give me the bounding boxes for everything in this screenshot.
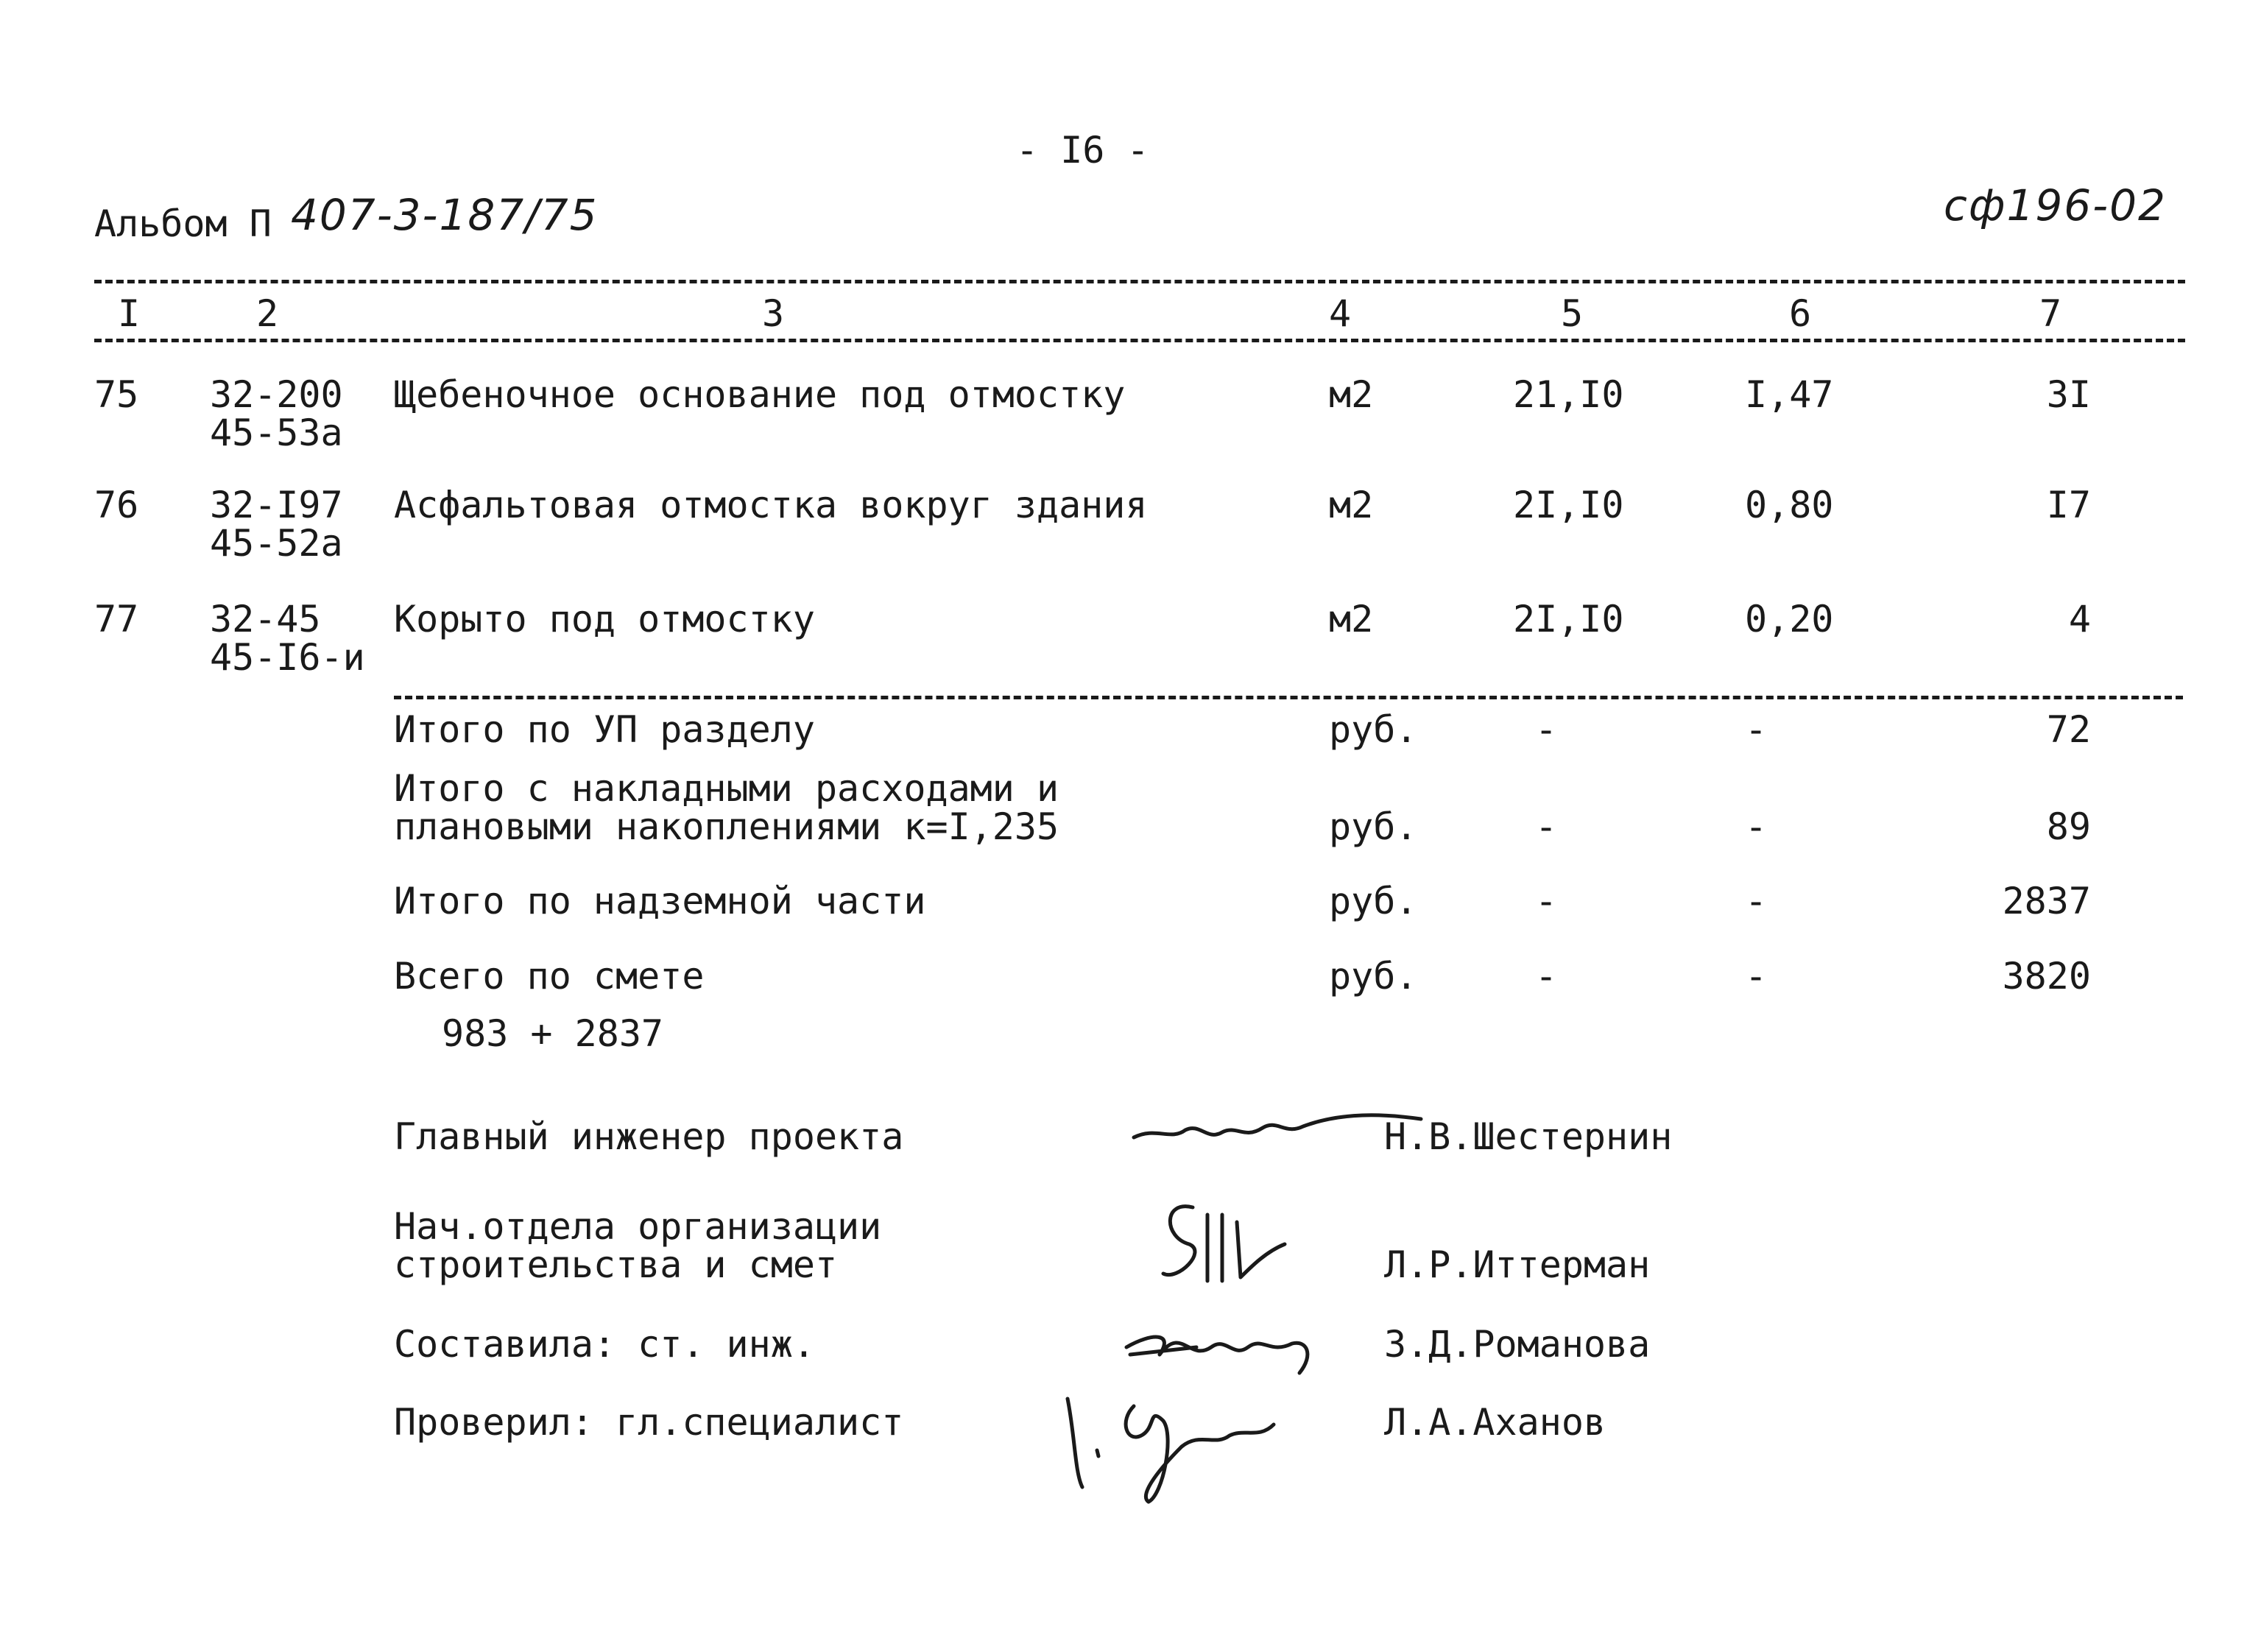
totals-rule [394,696,2183,699]
row-unit-price: I,47 [1745,373,1834,416]
signatory-role-line2: строительства и смет [394,1243,838,1286]
total-col6: - [1745,708,1768,751]
col-header-6: 6 [1789,292,1812,335]
row-code: 32-45 [210,598,321,640]
total-label: Итого с накладными расходами и [394,767,1059,810]
col-header-3: 3 [762,292,785,335]
total-value: 89 [2046,805,2091,848]
total-unit: руб. [1329,805,1418,848]
total-col5: - [1535,708,1558,751]
total-col6: - [1745,805,1768,848]
row-name: Щебеночное основание под отмостку [394,373,1126,416]
total-col5: - [1535,880,1558,922]
total-note: 983 + 2837 [442,1012,664,1055]
signatory-name: Л.А.Аханов [1384,1401,1606,1444]
row-code: 32-I97 [210,484,343,526]
total-col5: - [1535,955,1558,998]
row-quantity: 21,I0 [1513,373,1624,416]
total-label-line2: плановыми накоплениями к=I,235 [394,805,1059,848]
album-number-handwritten: 407-3-187/75 [291,190,599,240]
total-value: 3820 [2002,955,2091,998]
signatory-role: Главный инженер проекта [394,1115,904,1158]
signature-mark [1149,1193,1296,1296]
col-header-4: 4 [1329,292,1352,335]
signatory-role: Нач.отдела организации [394,1205,882,1248]
signature-mark [1115,1303,1329,1384]
col-header-5: 5 [1561,292,1584,335]
row-code-secondary: 45-52а [210,522,343,565]
row-code: 32-200 [210,373,343,416]
total-unit: руб. [1329,880,1418,922]
row-name: Асфальтовая отмостка вокруг здания [394,484,1148,526]
row-total: I7 [2046,484,2091,526]
total-col6: - [1745,955,1768,998]
total-value: 72 [2046,708,2091,751]
col-header-1: I [118,292,141,335]
row-total: 4 [2068,598,2091,640]
row-unit: м2 [1329,373,1374,416]
row-number: 76 [94,484,139,526]
signature-mark [1053,1377,1303,1517]
row-code-secondary: 45-53а [210,412,343,454]
row-number: 75 [94,373,139,416]
total-value: 2837 [2002,880,2091,922]
document-code-handwritten: сф196-02 [1944,180,2167,230]
signatory-name: Н.В.Шестернин [1384,1115,1673,1158]
signatory-role: Проверил: гл.специалист [394,1401,904,1444]
row-total: 3I [2046,373,2091,416]
total-unit: руб. [1329,955,1418,998]
total-col5: - [1535,805,1558,848]
row-number: 77 [94,598,139,640]
header-bottom-rule [94,339,2185,342]
header-top-rule [94,280,2185,283]
row-unit-price: 0,80 [1745,484,1834,526]
row-quantity: 2I,I0 [1513,484,1624,526]
row-quantity: 2I,I0 [1513,598,1624,640]
total-label: Итого по УП разделу [394,708,815,751]
row-unit: м2 [1329,598,1374,640]
signatory-role: Составила: ст. инж. [394,1323,815,1366]
total-label: Всего по смете [394,955,705,998]
album-label: Альбом П [94,202,272,245]
total-col6: - [1745,880,1768,922]
page-number: - I6 - [1016,129,1149,172]
row-name: Корыто под отмостку [394,598,815,640]
row-unit: м2 [1329,484,1374,526]
signatory-name: З.Д.Романова [1384,1323,1651,1366]
total-unit: руб. [1329,708,1418,751]
col-header-7: 7 [2039,292,2062,335]
col-header-2: 2 [256,292,279,335]
row-unit-price: 0,20 [1745,598,1834,640]
total-label: Итого по надземной части [394,880,926,922]
signatory-name: Л.Р.Иттерман [1384,1243,1651,1286]
row-code-secondary: 45-I6-и [210,636,365,679]
